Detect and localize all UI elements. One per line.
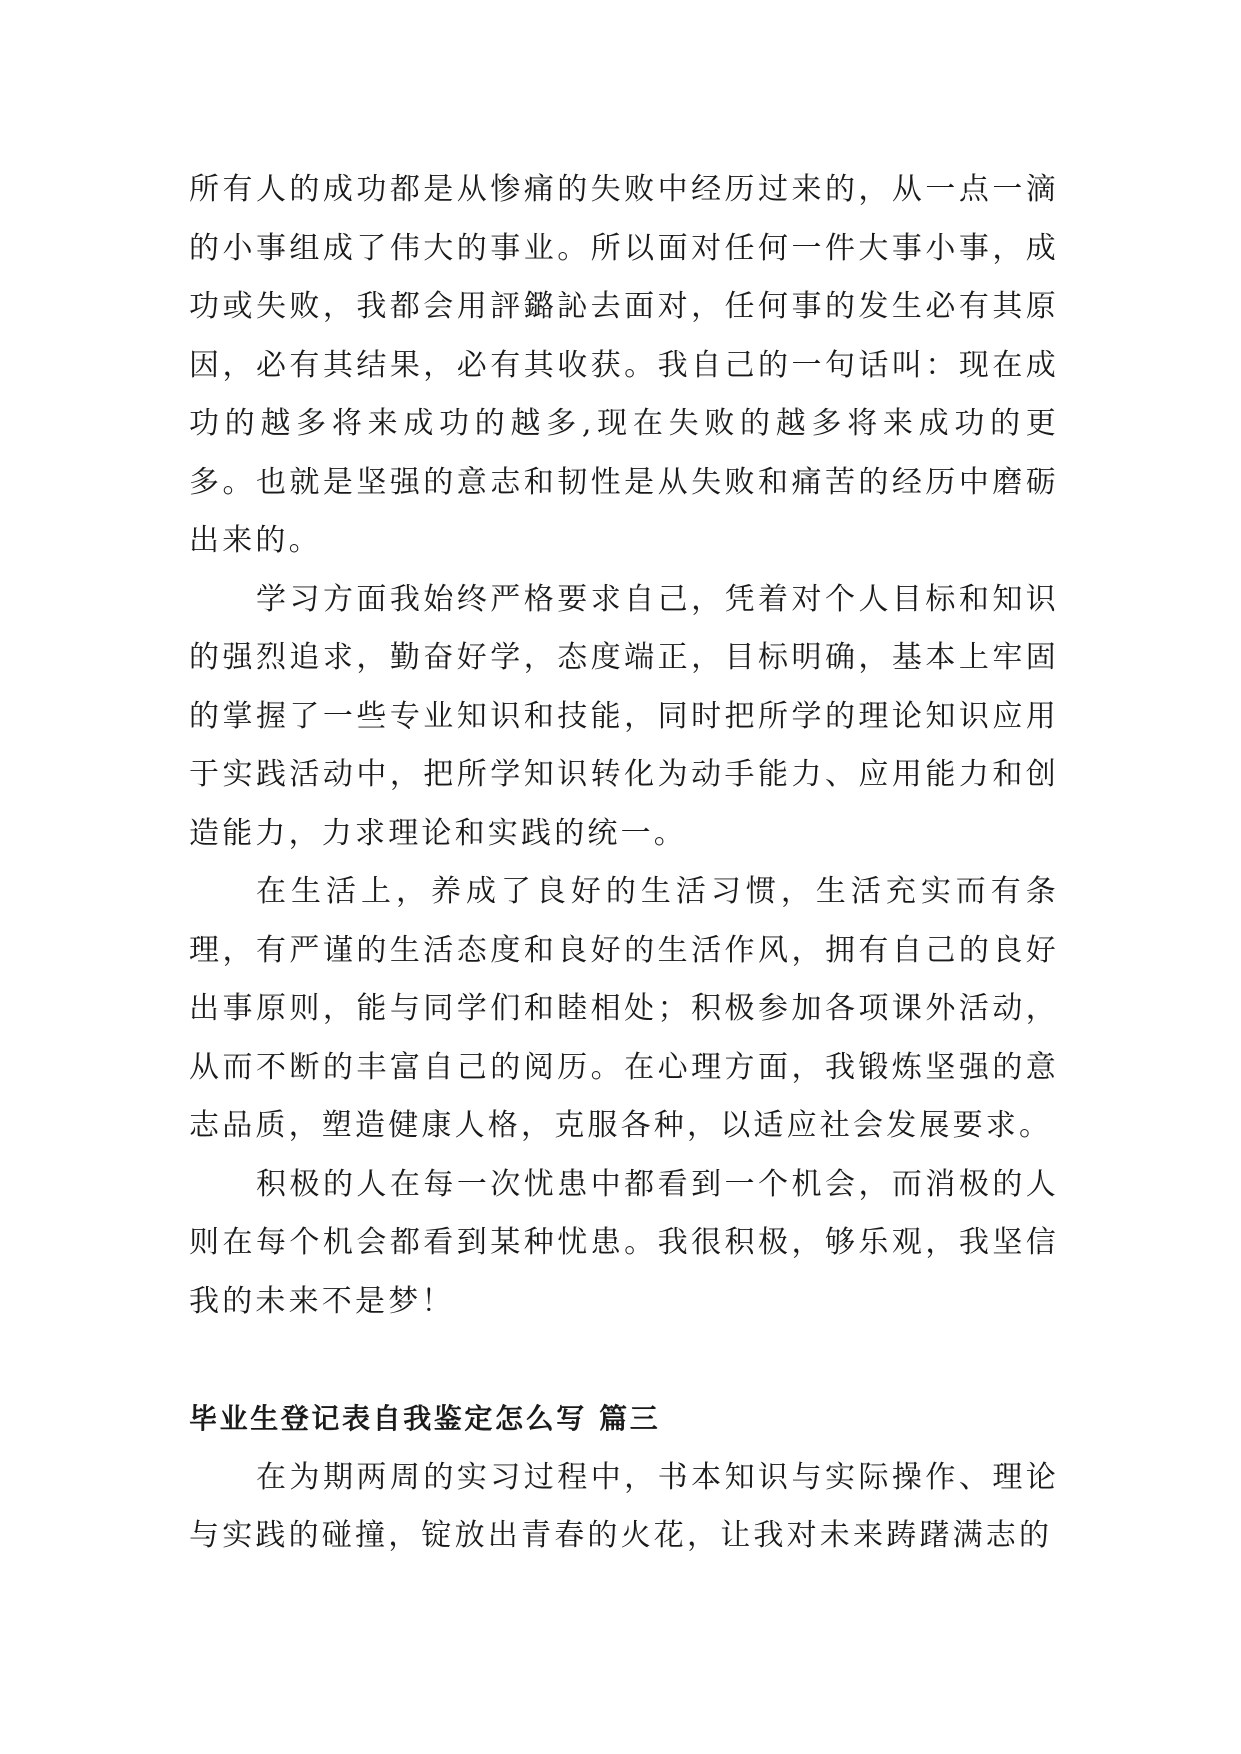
paragraph-attitude: 积极的人在每一次忧患中都看到一个机会，而消极的人则在每个机会都看到某种忧患。我很积极，够乐观，我坚信我的未来不是梦！	[189, 1166, 1059, 1319]
paragraph-continuation: 所有人的成功都是从惨痛的失败中经历过来的，从一点一滴的小事组成了伟大的事业。所以面对任何一件大事小事，成功或失败，我都会用評鏴訫去面对，任何事的发生必有其原因，必有其结果，必有其收获。我自己的一句话叫：现在成功的越多将来成功的越多,现在失败的越多将来成功的更多。也就是坚强的意志和韧性是从失败和痛苦的经历中磨砺出来的。	[189, 172, 1059, 558]
paragraph-internship: 在为期两周的实习过程中，书本知识与实际操作、理论与实践的碰撞，锭放出青春的火花，让我对未来踌躇满志的	[189, 1459, 1059, 1553]
paragraph-study: 学习方面我始终严格要求自己，凭着对个人目标和知识的强烈追求，勤奋好学，态度端正，目标明确，基本上牢固的掌握了一些专业知识和技能，同时把所学的理论知识应用于实践活动中，把所学知识转化为动手能力、应用能力和创造能力，力求理论和实践的统一。	[189, 581, 1059, 851]
section-heading: 毕业生登记表自我鉴定怎么写 篇三	[189, 1402, 661, 1435]
document-page	[189, 161, 1059, 1566]
paragraph-life: 在生活上，养成了良好的生活习惯，生活充实而有条理，有严谨的生活态度和良好的生活作风，拥有自己的良好出事原则，能与同学们和睦相处；积极参加各项课外活动，从而不断的丰富自己的阅历。在心理方面，我锻炼坚强的意志品质，塑造健康人格，克服各种，以适应社会发展要求。	[189, 874, 1059, 1143]
